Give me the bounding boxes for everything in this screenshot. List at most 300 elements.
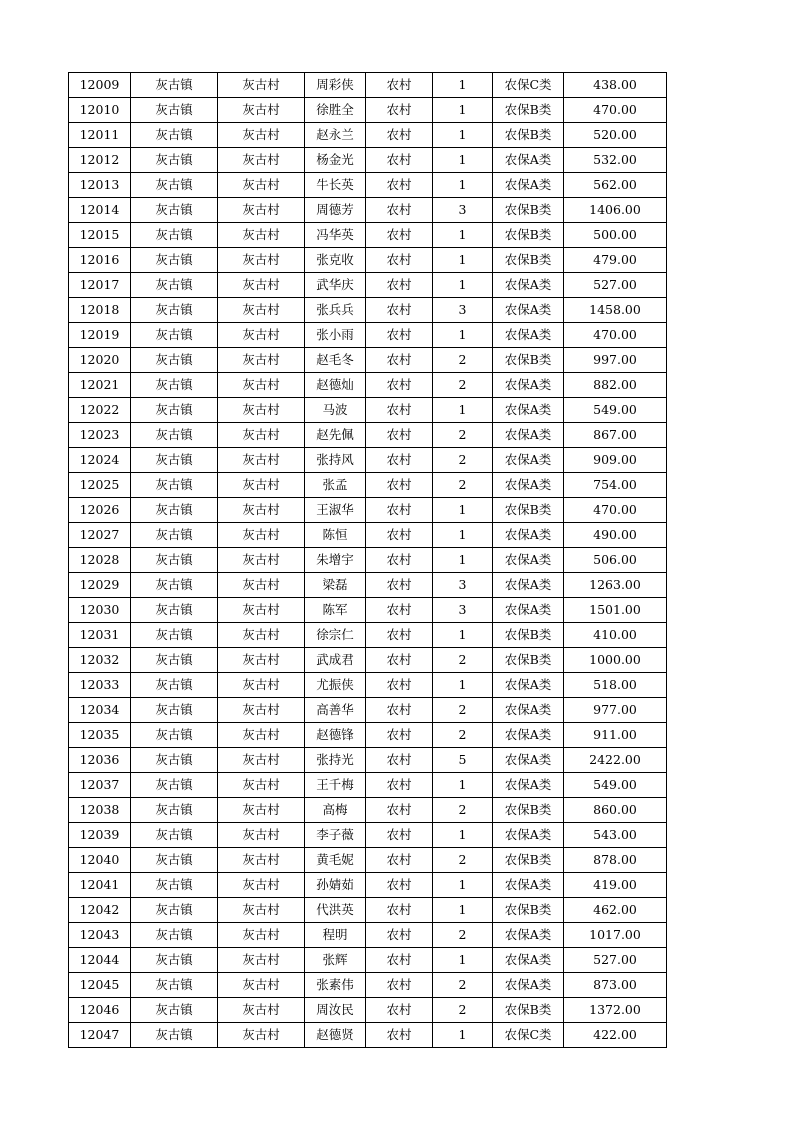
town-cell: 灰古镇 [131, 398, 218, 423]
town-cell: 灰古镇 [131, 1023, 218, 1048]
table-row [69, 323, 667, 348]
amount-cell: 470.00 [564, 98, 667, 123]
town-cell: 灰古镇 [131, 948, 218, 973]
amount-cell: 527.00 [564, 273, 667, 298]
name-cell: 杨金光 [305, 148, 366, 173]
member-count-cell: 1 [433, 673, 493, 698]
amount-cell: 1501.00 [564, 598, 667, 623]
record-id-cell: 12032 [69, 648, 131, 673]
insurance-class-cell: 农保B类 [493, 498, 564, 523]
member-count-cell: 1 [433, 548, 493, 573]
insurance-class-cell: 农保A类 [493, 423, 564, 448]
household-type-cell: 农村 [366, 823, 433, 848]
village-cell: 灰古村 [218, 798, 305, 823]
table-row [69, 948, 667, 973]
insurance-class-cell: 农保A类 [493, 173, 564, 198]
name-cell: 张孟 [305, 473, 366, 498]
town-cell: 灰古镇 [131, 873, 218, 898]
record-id-cell: 12027 [69, 523, 131, 548]
table-row [69, 523, 667, 548]
village-cell: 灰古村 [218, 73, 305, 98]
name-cell: 张辉 [305, 948, 366, 973]
table-row [69, 273, 667, 298]
village-cell: 灰古村 [218, 98, 305, 123]
household-type-cell: 农村 [366, 623, 433, 648]
insurance-class-cell: 农保B类 [493, 123, 564, 148]
household-type-cell: 农村 [366, 673, 433, 698]
household-type-cell: 农村 [366, 498, 433, 523]
member-count-cell: 1 [433, 123, 493, 148]
insurance-class-cell: 农保A类 [493, 673, 564, 698]
amount-cell: 909.00 [564, 448, 667, 473]
member-count-cell: 1 [433, 398, 493, 423]
table-row [69, 498, 667, 523]
town-cell: 灰古镇 [131, 198, 218, 223]
insurance-class-cell: 农保B类 [493, 348, 564, 373]
table-row [69, 623, 667, 648]
record-id-cell: 12016 [69, 248, 131, 273]
village-cell: 灰古村 [218, 198, 305, 223]
town-cell: 灰古镇 [131, 923, 218, 948]
town-cell: 灰古镇 [131, 373, 218, 398]
record-id-cell: 12041 [69, 873, 131, 898]
village-cell: 灰古村 [218, 498, 305, 523]
name-cell: 赵毛冬 [305, 348, 366, 373]
name-cell: 赵德贤 [305, 1023, 366, 1048]
name-cell: 赵德灿 [305, 373, 366, 398]
member-count-cell: 1 [433, 73, 493, 98]
insurance-class-cell: 农保B类 [493, 98, 564, 123]
name-cell: 赵永兰 [305, 123, 366, 148]
table-row [69, 223, 667, 248]
member-count-cell: 1 [433, 823, 493, 848]
member-count-cell: 3 [433, 573, 493, 598]
name-cell: 张素伟 [305, 973, 366, 998]
town-cell: 灰古镇 [131, 823, 218, 848]
record-id-cell: 12039 [69, 823, 131, 848]
amount-cell: 549.00 [564, 398, 667, 423]
member-count-cell: 3 [433, 298, 493, 323]
town-cell: 灰古镇 [131, 498, 218, 523]
table-row [69, 673, 667, 698]
insurance-class-cell: 农保A类 [493, 923, 564, 948]
household-type-cell: 农村 [366, 348, 433, 373]
name-cell: 程明 [305, 923, 366, 948]
name-cell: 张持风 [305, 448, 366, 473]
town-cell: 灰古镇 [131, 248, 218, 273]
town-cell: 灰古镇 [131, 973, 218, 998]
household-type-cell: 农村 [366, 973, 433, 998]
record-id-cell: 12037 [69, 773, 131, 798]
member-count-cell: 1 [433, 173, 493, 198]
table-row [69, 173, 667, 198]
member-count-cell: 1 [433, 273, 493, 298]
member-count-cell: 2 [433, 698, 493, 723]
household-type-cell: 农村 [366, 923, 433, 948]
household-type-cell: 农村 [366, 448, 433, 473]
amount-cell: 518.00 [564, 673, 667, 698]
household-type-cell: 农村 [366, 573, 433, 598]
table-row [69, 898, 667, 923]
household-type-cell: 农村 [366, 598, 433, 623]
table-row [69, 398, 667, 423]
amount-cell: 562.00 [564, 173, 667, 198]
village-cell: 灰古村 [218, 973, 305, 998]
table-row [69, 148, 667, 173]
household-type-cell: 农村 [366, 248, 433, 273]
town-cell: 灰古镇 [131, 73, 218, 98]
amount-cell: 470.00 [564, 323, 667, 348]
town-cell: 灰古镇 [131, 223, 218, 248]
amount-cell: 1458.00 [564, 298, 667, 323]
amount-cell: 419.00 [564, 873, 667, 898]
insurance-class-cell: 农保B类 [493, 198, 564, 223]
household-type-cell: 农村 [366, 123, 433, 148]
member-count-cell: 2 [433, 473, 493, 498]
town-cell: 灰古镇 [131, 173, 218, 198]
town-cell: 灰古镇 [131, 148, 218, 173]
amount-cell: 911.00 [564, 723, 667, 748]
member-count-cell: 1 [433, 148, 493, 173]
amount-cell: 422.00 [564, 1023, 667, 1048]
insurance-class-cell: 农保B类 [493, 223, 564, 248]
amount-cell: 410.00 [564, 623, 667, 648]
amount-cell: 1263.00 [564, 573, 667, 598]
name-cell: 徐宗仁 [305, 623, 366, 648]
town-cell: 灰古镇 [131, 273, 218, 298]
town-cell: 灰古镇 [131, 673, 218, 698]
member-count-cell: 2 [433, 923, 493, 948]
town-cell: 灰古镇 [131, 848, 218, 873]
record-id-cell: 12030 [69, 598, 131, 623]
table-row [69, 923, 667, 948]
amount-cell: 470.00 [564, 498, 667, 523]
insurance-class-cell: 农保A类 [493, 598, 564, 623]
member-count-cell: 1 [433, 898, 493, 923]
insurance-class-cell: 农保A类 [493, 148, 564, 173]
name-cell: 代洪英 [305, 898, 366, 923]
name-cell: 朱增宇 [305, 548, 366, 573]
data-table [68, 72, 667, 1048]
household-type-cell: 农村 [366, 1023, 433, 1048]
record-id-cell: 12035 [69, 723, 131, 748]
village-cell: 灰古村 [218, 223, 305, 248]
table-row [69, 298, 667, 323]
village-cell: 灰古村 [218, 398, 305, 423]
table-row [69, 648, 667, 673]
name-cell: 马波 [305, 398, 366, 423]
village-cell: 灰古村 [218, 1023, 305, 1048]
name-cell: 张兵兵 [305, 298, 366, 323]
town-cell: 灰古镇 [131, 573, 218, 598]
household-type-cell: 农村 [366, 523, 433, 548]
table-row [69, 123, 667, 148]
town-cell: 灰古镇 [131, 623, 218, 648]
amount-cell: 1017.00 [564, 923, 667, 948]
insurance-class-cell: 农保A类 [493, 748, 564, 773]
name-cell: 高善华 [305, 698, 366, 723]
table-row [69, 798, 667, 823]
table-row [69, 373, 667, 398]
village-cell: 灰古村 [218, 323, 305, 348]
village-cell: 灰古村 [218, 773, 305, 798]
town-cell: 灰古镇 [131, 448, 218, 473]
town-cell: 灰古镇 [131, 123, 218, 148]
record-id-cell: 12036 [69, 748, 131, 773]
insurance-class-cell: 农保A类 [493, 373, 564, 398]
household-type-cell: 农村 [366, 73, 433, 98]
name-cell: 周德芳 [305, 198, 366, 223]
name-cell: 尤振侠 [305, 673, 366, 698]
insurance-class-cell: 农保A类 [493, 723, 564, 748]
town-cell: 灰古镇 [131, 473, 218, 498]
town-cell: 灰古镇 [131, 423, 218, 448]
name-cell: 张持光 [305, 748, 366, 773]
town-cell: 灰古镇 [131, 98, 218, 123]
name-cell: 冯华英 [305, 223, 366, 248]
village-cell: 灰古村 [218, 523, 305, 548]
household-type-cell: 农村 [366, 373, 433, 398]
town-cell: 灰古镇 [131, 523, 218, 548]
amount-cell: 1000.00 [564, 648, 667, 673]
record-id-cell: 12044 [69, 948, 131, 973]
amount-cell: 490.00 [564, 523, 667, 548]
table-row [69, 1023, 667, 1048]
village-cell: 灰古村 [218, 823, 305, 848]
insurance-class-cell: 农保A类 [493, 573, 564, 598]
household-type-cell: 农村 [366, 948, 433, 973]
name-cell: 牛长英 [305, 173, 366, 198]
household-type-cell: 农村 [366, 873, 433, 898]
household-type-cell: 农村 [366, 798, 433, 823]
household-type-cell: 农村 [366, 898, 433, 923]
insurance-class-cell: 农保B类 [493, 848, 564, 873]
insurance-class-cell: 农保A类 [493, 698, 564, 723]
name-cell: 王千梅 [305, 773, 366, 798]
amount-cell: 873.00 [564, 973, 667, 998]
town-cell: 灰古镇 [131, 323, 218, 348]
household-type-cell: 农村 [366, 748, 433, 773]
household-type-cell: 农村 [366, 298, 433, 323]
record-id-cell: 12034 [69, 698, 131, 723]
member-count-cell: 2 [433, 723, 493, 748]
table-row [69, 973, 667, 998]
village-cell: 灰古村 [218, 423, 305, 448]
member-count-cell: 1 [433, 523, 493, 548]
village-cell: 灰古村 [218, 873, 305, 898]
insurance-class-cell: 农保A类 [493, 548, 564, 573]
record-id-cell: 12045 [69, 973, 131, 998]
village-cell: 灰古村 [218, 848, 305, 873]
record-id-cell: 12031 [69, 623, 131, 648]
name-cell: 周彩侠 [305, 73, 366, 98]
member-count-cell: 5 [433, 748, 493, 773]
record-id-cell: 12029 [69, 573, 131, 598]
town-cell: 灰古镇 [131, 723, 218, 748]
table-row [69, 423, 667, 448]
amount-cell: 532.00 [564, 148, 667, 173]
member-count-cell: 1 [433, 498, 493, 523]
town-cell: 灰古镇 [131, 698, 218, 723]
record-id-cell: 12040 [69, 848, 131, 873]
name-cell: 黄毛妮 [305, 848, 366, 873]
household-type-cell: 农村 [366, 323, 433, 348]
village-cell: 灰古村 [218, 373, 305, 398]
record-id-cell: 12038 [69, 798, 131, 823]
insurance-class-cell: 农保A类 [493, 473, 564, 498]
record-id-cell: 12026 [69, 498, 131, 523]
village-cell: 灰古村 [218, 148, 305, 173]
insurance-class-cell: 农保B类 [493, 998, 564, 1023]
village-cell: 灰古村 [218, 623, 305, 648]
household-type-cell: 农村 [366, 473, 433, 498]
village-cell: 灰古村 [218, 948, 305, 973]
record-id-cell: 12021 [69, 373, 131, 398]
amount-cell: 867.00 [564, 423, 667, 448]
household-type-cell: 农村 [366, 773, 433, 798]
record-id-cell: 12042 [69, 898, 131, 923]
insurance-class-cell: 农保A类 [493, 948, 564, 973]
village-cell: 灰古村 [218, 723, 305, 748]
amount-cell: 878.00 [564, 848, 667, 873]
amount-cell: 462.00 [564, 898, 667, 923]
table-row [69, 748, 667, 773]
name-cell: 徐胜全 [305, 98, 366, 123]
amount-cell: 479.00 [564, 248, 667, 273]
village-cell: 灰古村 [218, 898, 305, 923]
town-cell: 灰古镇 [131, 598, 218, 623]
amount-cell: 520.00 [564, 123, 667, 148]
record-id-cell: 12020 [69, 348, 131, 373]
table-row [69, 573, 667, 598]
town-cell: 灰古镇 [131, 548, 218, 573]
amount-cell: 2422.00 [564, 748, 667, 773]
amount-cell: 860.00 [564, 798, 667, 823]
insurance-class-cell: 农保A类 [493, 523, 564, 548]
record-id-cell: 12023 [69, 423, 131, 448]
insurance-class-cell: 农保A类 [493, 273, 564, 298]
household-type-cell: 农村 [366, 198, 433, 223]
name-cell: 孙婧茹 [305, 873, 366, 898]
table-row [69, 698, 667, 723]
member-count-cell: 1 [433, 873, 493, 898]
name-cell: 李子薇 [305, 823, 366, 848]
village-cell: 灰古村 [218, 348, 305, 373]
household-type-cell: 农村 [366, 848, 433, 873]
name-cell: 王淑华 [305, 498, 366, 523]
insurance-class-cell: 农保A类 [493, 298, 564, 323]
village-cell: 灰古村 [218, 998, 305, 1023]
village-cell: 灰古村 [218, 923, 305, 948]
insurance-class-cell: 农保C类 [493, 1023, 564, 1048]
member-count-cell: 2 [433, 998, 493, 1023]
amount-cell: 549.00 [564, 773, 667, 798]
village-cell: 灰古村 [218, 748, 305, 773]
table-row [69, 598, 667, 623]
record-id-cell: 12018 [69, 298, 131, 323]
town-cell: 灰古镇 [131, 298, 218, 323]
village-cell: 灰古村 [218, 473, 305, 498]
member-count-cell: 2 [433, 348, 493, 373]
table-row [69, 723, 667, 748]
member-count-cell: 2 [433, 373, 493, 398]
amount-cell: 882.00 [564, 373, 667, 398]
record-id-cell: 12015 [69, 223, 131, 248]
village-cell: 灰古村 [218, 648, 305, 673]
member-count-cell: 1 [433, 623, 493, 648]
village-cell: 灰古村 [218, 573, 305, 598]
insurance-class-cell: 农保A类 [493, 823, 564, 848]
name-cell: 梁磊 [305, 573, 366, 598]
record-id-cell: 12033 [69, 673, 131, 698]
member-count-cell: 1 [433, 98, 493, 123]
table-row [69, 823, 667, 848]
table-row [69, 473, 667, 498]
name-cell: 赵德锋 [305, 723, 366, 748]
village-cell: 灰古村 [218, 173, 305, 198]
amount-cell: 527.00 [564, 948, 667, 973]
member-count-cell: 2 [433, 648, 493, 673]
amount-cell: 977.00 [564, 698, 667, 723]
village-cell: 灰古村 [218, 448, 305, 473]
insurance-class-cell: 农保B类 [493, 623, 564, 648]
village-cell: 灰古村 [218, 298, 305, 323]
table-row [69, 848, 667, 873]
town-cell: 灰古镇 [131, 773, 218, 798]
member-count-cell: 2 [433, 448, 493, 473]
member-count-cell: 2 [433, 848, 493, 873]
member-count-cell: 1 [433, 773, 493, 798]
name-cell: 陈恒 [305, 523, 366, 548]
table-body [69, 73, 667, 1048]
insurance-class-cell: 农保C类 [493, 73, 564, 98]
table-row [69, 73, 667, 98]
name-cell: 高梅 [305, 798, 366, 823]
member-count-cell: 1 [433, 223, 493, 248]
insurance-class-cell: 农保A类 [493, 398, 564, 423]
household-type-cell: 农村 [366, 998, 433, 1023]
member-count-cell: 2 [433, 798, 493, 823]
town-cell: 灰古镇 [131, 798, 218, 823]
insurance-class-cell: 农保B类 [493, 798, 564, 823]
amount-cell: 543.00 [564, 823, 667, 848]
member-count-cell: 3 [433, 598, 493, 623]
village-cell: 灰古村 [218, 673, 305, 698]
insurance-class-cell: 农保A类 [493, 873, 564, 898]
household-type-cell: 农村 [366, 223, 433, 248]
name-cell: 张小雨 [305, 323, 366, 348]
record-id-cell: 12010 [69, 98, 131, 123]
member-count-cell: 2 [433, 973, 493, 998]
household-type-cell: 农村 [366, 648, 433, 673]
insurance-class-cell: 农保A类 [493, 773, 564, 798]
town-cell: 灰古镇 [131, 898, 218, 923]
household-type-cell: 农村 [366, 398, 433, 423]
record-id-cell: 12011 [69, 123, 131, 148]
table-row [69, 773, 667, 798]
member-count-cell: 1 [433, 248, 493, 273]
record-id-cell: 12046 [69, 998, 131, 1023]
amount-cell: 754.00 [564, 473, 667, 498]
village-cell: 灰古村 [218, 248, 305, 273]
member-count-cell: 2 [433, 423, 493, 448]
insurance-class-cell: 农保B类 [493, 648, 564, 673]
household-type-cell: 农村 [366, 548, 433, 573]
household-type-cell: 农村 [366, 698, 433, 723]
village-cell: 灰古村 [218, 273, 305, 298]
insurance-class-cell: 农保A类 [493, 973, 564, 998]
insurance-class-cell: 农保B类 [493, 248, 564, 273]
